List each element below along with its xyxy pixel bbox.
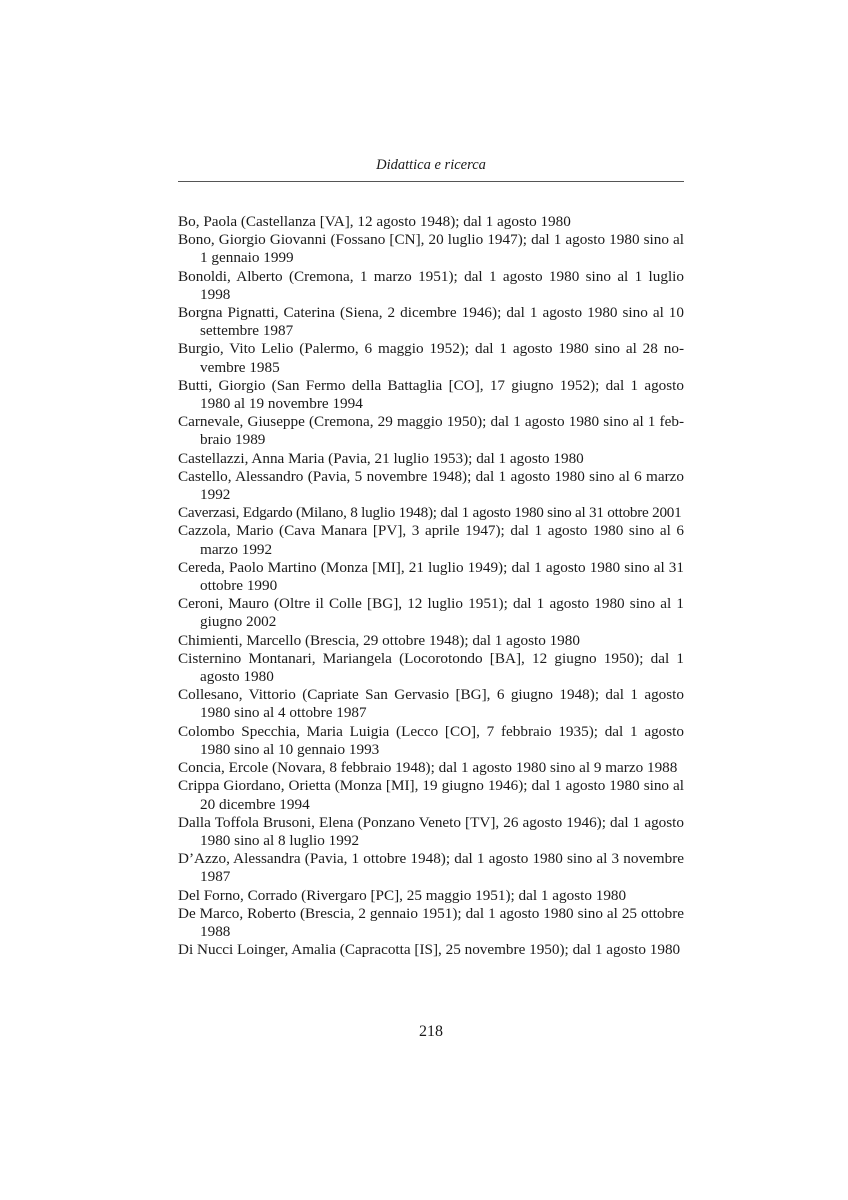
- list-entry: Bo, Paola (Castellanza [VA], 12 agosto 1948); dal 1 agosto 1980: [178, 213, 571, 230]
- entry-list: [178, 213, 684, 959]
- header-rule: [178, 181, 684, 182]
- list-entry: Dalla Toffola Brusoni, Elena (Ponzano Veneto [TV], 26 agosto 1946); dal 1 agosto 1980 sino al 8 luglio 1992: [178, 813, 684, 849]
- list-entry: Carnevale, Giuseppe (Cremona, 29 maggio 1950); dal 1 agosto 1980 sino al 1 febbraio 1989: [178, 413, 684, 449]
- list-entry: Collesano, Vittorio (Capriate San Gervasio [BG], 6 giugno 1948); dal 1 agosto 1980 sino al 4 ottobre 1987: [178, 686, 684, 722]
- list-entry: Cisternino Montanari, Mariangela (Locorotondo [BA], 12 giugno 1950); dal 1 agosto 1980: [178, 649, 684, 686]
- list-entry: Bonoldi, Alberto (Cremona, 1 marzo 1951); dal 1 agosto 1980 sino al 1 luglio 1998: [178, 267, 684, 303]
- list-entry: Castello, Alessandro (Pavia, 5 novembre 1948); dal 1 agosto 1980 sino al 6 marzo 1992: [178, 467, 684, 504]
- list-entry: Cereda, Paolo Martino (Monza [MI], 21 luglio 1949); dal 1 agosto 1980 sino al 31 ottobre 1990: [178, 558, 684, 595]
- list-entry: Butti, Giorgio (San Fermo della Battaglia [CO], 17 giugno 1952); dal 1 agosto 1980 al 19 novembre 1994: [178, 376, 684, 413]
- list-entry: Concia, Ercole (Novara, 8 febbraio 1948); dal 1 agosto 1980 sino al 9 marzo 1988: [178, 759, 678, 777]
- list-entry: Ceroni, Mauro (Oltre il Colle [BG], 12 luglio 1951); dal 1 agosto 1980 sino al 1 giugno 2002: [178, 595, 684, 631]
- page-number: 218: [419, 1023, 443, 1040]
- list-entry: Di Nucci Loinger, Amalia (Capracotta [IS], 25 novembre 1950); dal 1 agosto 1980: [178, 941, 681, 959]
- list-entry: De Marco, Roberto (Brescia, 2 gennaio 1951); dal 1 agosto 1980 sino al 25 ottobre 1988: [178, 904, 684, 940]
- list-entry: Bono, Giorgio Giovanni (Fossano [CN], 20 luglio 1947); dal 1 agosto 1980 sino al 1 gennaio 1999: [178, 231, 684, 267]
- list-entry: Del Forno, Corrado (Rivergaro [PC], 25 maggio 1951); dal 1 agosto 1980: [178, 886, 627, 904]
- list-entry: Chimienti, Marcello (Brescia, 29 ottobre 1948); dal 1 agosto 1980: [178, 631, 580, 649]
- list-entry: Castellazzi, Anna Maria (Pavia, 21 luglio 1953); dal 1 agosto 1980: [178, 449, 584, 467]
- list-entry: D’Azzo, Alessandra (Pavia, 1 ottobre 1948); dal 1 agosto 1980 sino al 3 novembre 1987: [178, 850, 684, 886]
- running-head: Didattica e ricerca: [376, 157, 486, 173]
- list-entry: Caverzasi, Edgardo (Milano, 8 luglio 1948); dal 1 agosto 1980 sino al 31 ottobre 2001: [178, 504, 682, 522]
- list-entry: Colombo Specchia, Maria Luigia (Lecco [CO], 7 febbraio 1935); dal 1 agosto 1980 sino al 10 gennaio 1993: [178, 722, 684, 758]
- list-entry: Crippa Giordano, Orietta (Monza [MI], 19 giugno 1946); dal 1 agosto 1980 sino al 20 dicembre 1994: [178, 777, 684, 813]
- list-entry: Cazzola, Mario (Cava Manara [PV], 3 aprile 1947); dal 1 agosto 1980 sino al 6 marzo 1992: [178, 522, 684, 558]
- list-entry: Burgio, Vito Lelio (Palermo, 6 maggio 1952); dal 1 agosto 1980 sino al 28 novembre 1985: [178, 340, 684, 376]
- list-entry: Borgna Pignatti, Caterina (Siena, 2 dicembre 1946); dal 1 agosto 1980 sino al 10 settembre 1987: [178, 304, 684, 340]
